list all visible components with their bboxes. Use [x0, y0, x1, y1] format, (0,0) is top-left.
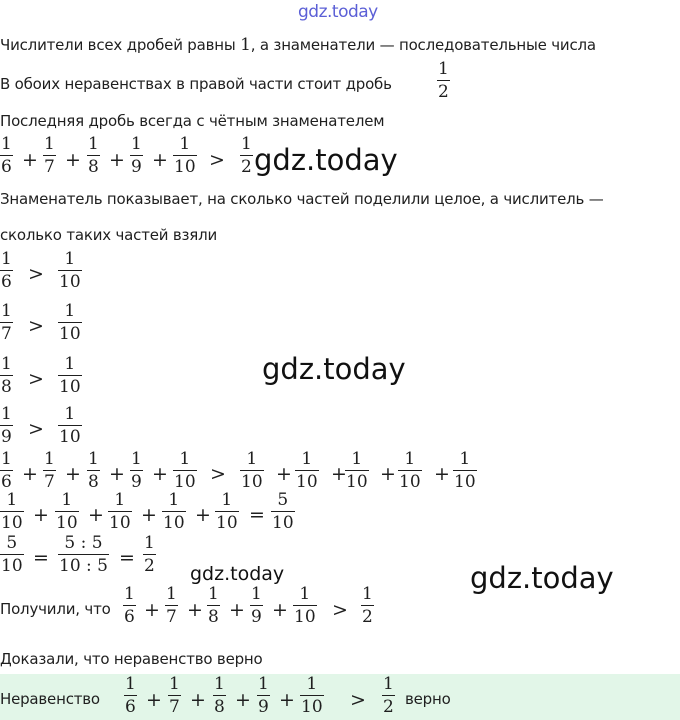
plus-sign: + [65, 149, 81, 171]
statement-line: В обоих неравенствах в правой части стоит дробь [0, 75, 392, 93]
greater-sign: > [28, 418, 44, 440]
plus-sign: + [276, 463, 292, 485]
plus-sign: + [146, 689, 162, 711]
fraction: 1 2 [383, 674, 394, 717]
fraction: 1 9 [258, 674, 269, 717]
fraction: 1 8 [88, 134, 99, 177]
plus-sign: + [88, 504, 104, 526]
fraction: 1 10 [56, 490, 78, 533]
fraction: 1 9 [251, 584, 262, 627]
fraction: 1 10 [346, 449, 368, 492]
plus-sign: + [22, 149, 38, 171]
greater-sign: > [28, 368, 44, 390]
greater-sign: > [209, 149, 225, 171]
plus-sign: + [152, 149, 168, 171]
conclusion-prefix: Неравенство [0, 690, 100, 708]
plus-sign: + [65, 463, 81, 485]
plus-sign: + [235, 689, 251, 711]
fraction: 1 7 [44, 134, 55, 177]
fraction-one-half: 1 2 [438, 59, 449, 102]
fraction: 1 10 [294, 584, 316, 627]
number-one: 1 [240, 35, 251, 55]
fraction: 1 9 [1, 404, 12, 447]
fraction: 1 9 [131, 134, 142, 177]
fraction: 1 10 [174, 134, 196, 177]
fraction: 5 10 [1, 533, 23, 576]
equals-sign: = [33, 547, 49, 569]
fraction: 1 10 [59, 404, 81, 447]
fraction: 1 10 [59, 301, 81, 344]
fraction: 1 7 [1, 301, 12, 344]
fraction: 1 6 [124, 584, 135, 627]
plus-sign: + [279, 689, 295, 711]
statement-line: Знаменатель показывает, на сколько частей поделили целое, а числитель — [0, 190, 604, 208]
fraction: 1 10 [454, 449, 476, 492]
plus-sign: + [331, 463, 347, 485]
plus-sign: + [229, 599, 245, 621]
statement-line [0, 35, 596, 55]
greater-sign: > [28, 263, 44, 285]
greater-sign: > [28, 315, 44, 337]
greater-sign: > [210, 463, 226, 485]
fraction: 1 8 [88, 449, 99, 492]
plus-sign: + [380, 463, 396, 485]
fraction: 5 : 5 10 : 5 [59, 533, 108, 576]
plus-sign: + [144, 599, 160, 621]
fraction: 1 9 [131, 449, 142, 492]
plus-sign: + [141, 504, 157, 526]
plus-sign: + [109, 463, 125, 485]
fraction: 1 10 [109, 490, 131, 533]
plus-sign: + [22, 463, 38, 485]
watermark: gdz.today [190, 563, 285, 585]
fraction: 1 10 [399, 449, 421, 492]
fraction: 1 6 [1, 249, 12, 292]
fraction: 1 7 [169, 674, 180, 717]
statement-text: Числители всех дробей равны [0, 36, 236, 54]
watermark: gdz.today [254, 143, 398, 177]
greater-sign: > [350, 689, 366, 711]
fraction: 1 10 [296, 449, 318, 492]
fraction: 1 10 [59, 249, 81, 292]
plus-sign: + [272, 599, 288, 621]
fraction: 1 10 [241, 449, 263, 492]
fraction: 1 10 [1, 490, 23, 533]
plus-sign: + [195, 504, 211, 526]
fraction: 1 8 [1, 354, 12, 397]
fraction: 1 10 [174, 449, 196, 492]
fraction: 1 6 [1, 134, 12, 177]
plus-sign: + [33, 504, 49, 526]
plus-sign: + [152, 463, 168, 485]
fraction: 1 6 [125, 674, 136, 717]
fraction: 1 8 [214, 674, 225, 717]
fraction: 1 7 [44, 449, 55, 492]
fraction: 1 10 [301, 674, 323, 717]
plus-sign: + [187, 599, 203, 621]
statement-text: , а знаменатели — последовательные числа [250, 36, 596, 54]
watermark-top: gdz.today [298, 2, 378, 22]
fraction: 1 6 [1, 449, 12, 492]
fraction: 1 10 [216, 490, 238, 533]
fraction: 1 2 [144, 533, 155, 576]
equals-sign: = [119, 547, 135, 569]
fraction: 5 10 [272, 490, 294, 533]
plus-sign: + [109, 149, 125, 171]
greater-sign: > [332, 599, 348, 621]
fraction: 1 2 [362, 584, 373, 627]
plus-sign: + [434, 463, 450, 485]
statement-line: сколько таких частей взяли [0, 226, 218, 244]
conclusion-highlight [0, 674, 680, 720]
fraction: 1 2 [241, 134, 252, 177]
equals-sign: = [249, 504, 265, 526]
fraction: 1 10 [59, 354, 81, 397]
fraction: 1 7 [166, 584, 177, 627]
fraction: 1 8 [208, 584, 219, 627]
watermark: gdz.today [262, 352, 406, 386]
statement-line: Получили, что [0, 600, 111, 618]
conclusion-suffix: верно [405, 690, 451, 708]
fraction: 1 10 [163, 490, 185, 533]
statement-line: Последняя дробь всегда с чётным знаменателем [0, 112, 385, 130]
watermark: gdz.today [470, 561, 614, 595]
statement-line: Доказали, что неравенство верно [0, 650, 263, 668]
plus-sign: + [190, 689, 206, 711]
